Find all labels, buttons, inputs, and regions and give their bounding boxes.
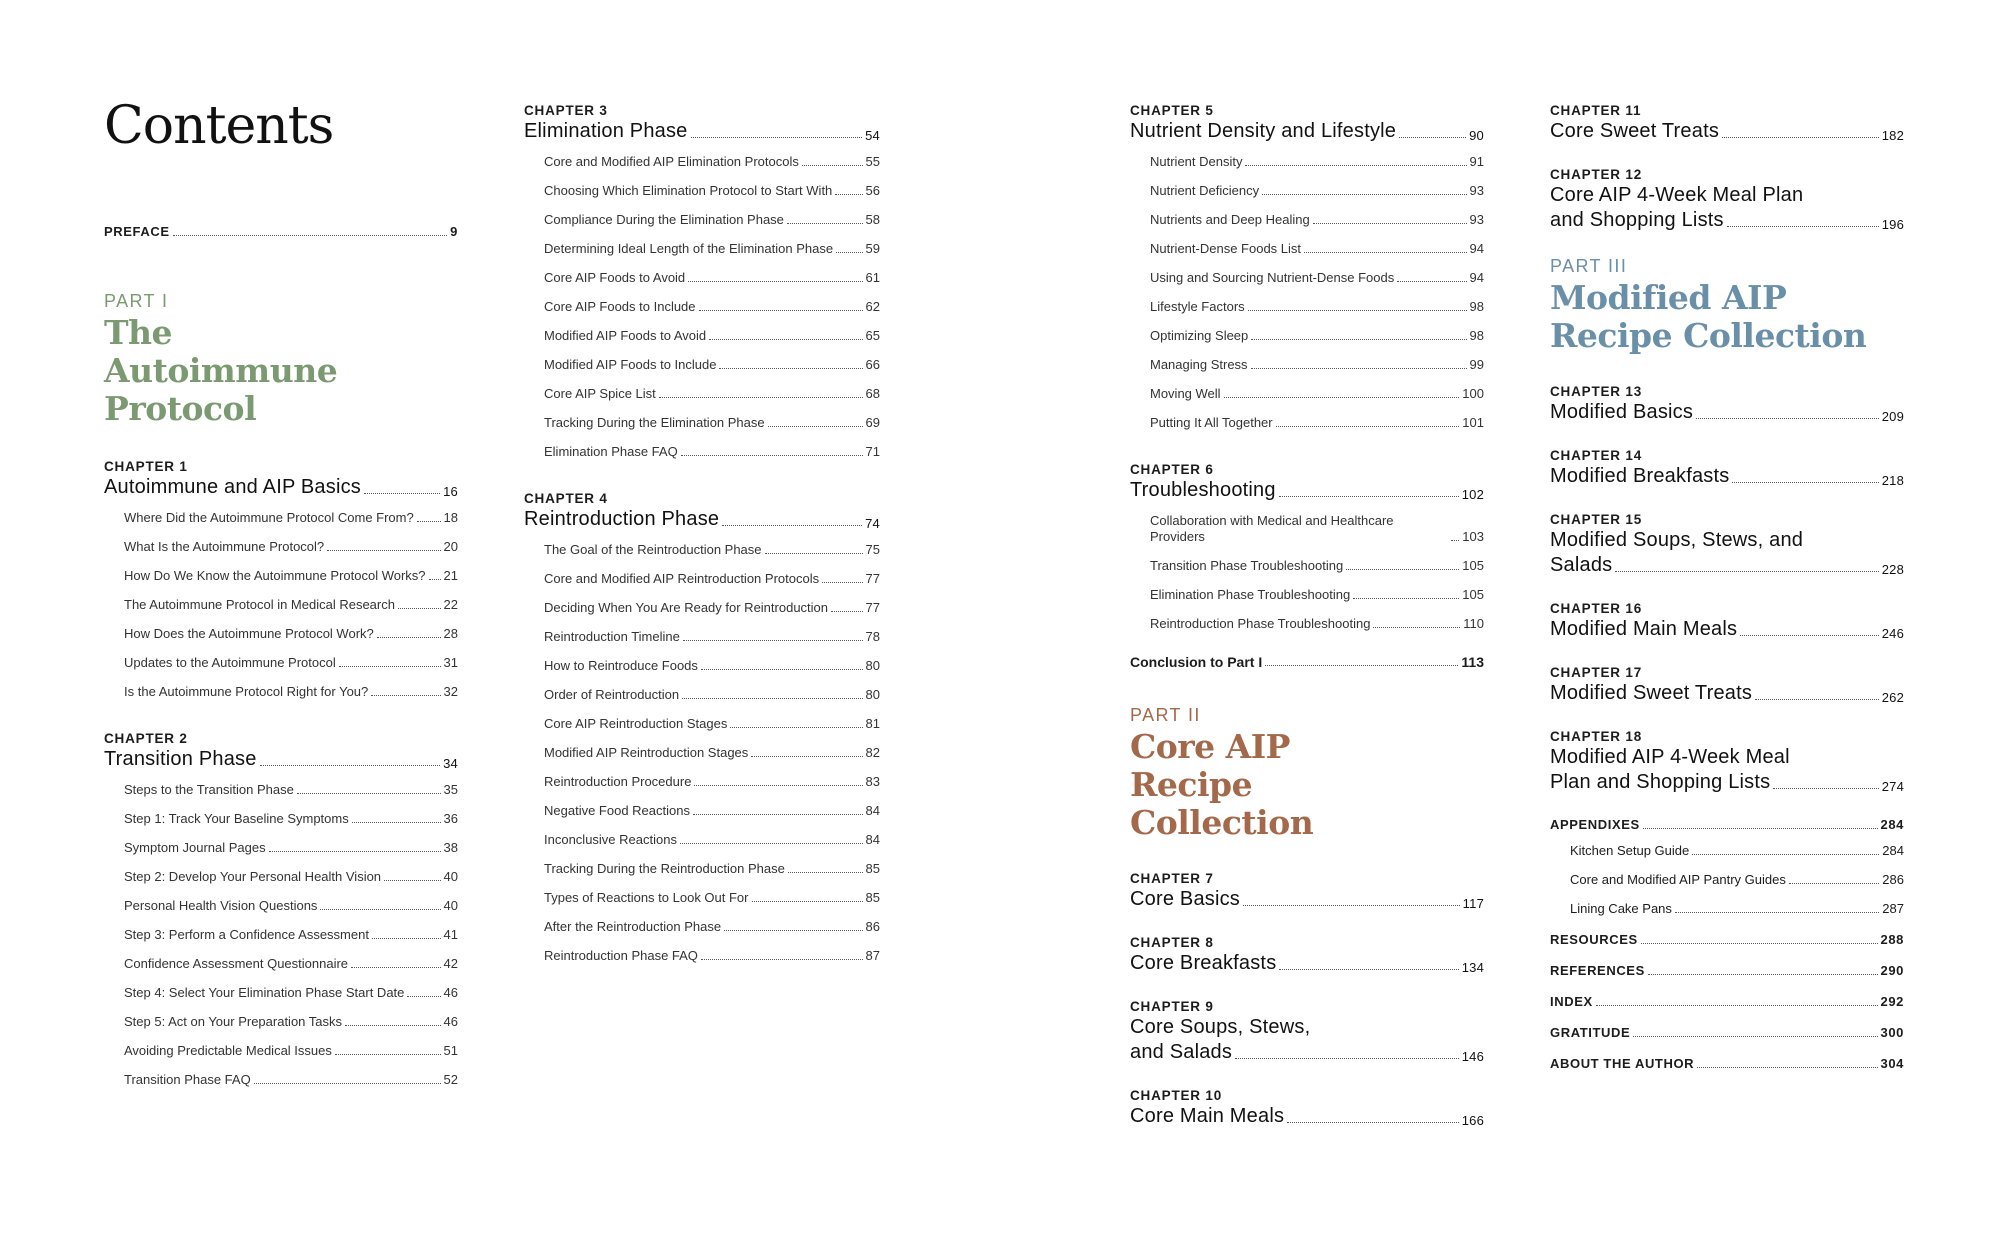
toc-item[interactable]: Confidence Assessment Questionnaire 42 — [124, 956, 458, 971]
toc-item[interactable]: Core AIP Reintroduction Stages 81 — [544, 716, 880, 731]
toc-item[interactable]: Nutrient Deficiency 93 — [1150, 183, 1484, 198]
toc-item[interactable]: Optimizing Sleep 98 — [1150, 328, 1484, 343]
leader-dots — [768, 426, 863, 427]
toc-item[interactable]: Step 2: Develop Your Personal Health Vision 40 — [124, 869, 458, 884]
back-matter — [1550, 932, 1904, 1072]
leader-dots — [1596, 1005, 1878, 1006]
chapter-title[interactable]: Transition Phase 34 — [104, 748, 458, 771]
toc-item[interactable]: Reintroduction Timeline 78 — [544, 629, 880, 644]
leader-dots — [1276, 426, 1460, 427]
chapter-title[interactable]: Modified Soups, Stews, and Salads 228 — [1550, 529, 1904, 577]
chapter-title[interactable]: Elimination Phase 54 — [524, 120, 880, 143]
leader-dots — [1692, 854, 1879, 855]
leader-dots — [802, 165, 863, 166]
toc-item[interactable]: Core and Modified AIP Reintroduction Protocols 77 — [544, 571, 880, 586]
toc-item[interactable]: Managing Stress 99 — [1150, 357, 1484, 372]
leader-dots — [787, 223, 863, 224]
chapter-title[interactable]: Core Breakfasts 134 — [1130, 952, 1484, 975]
leader-dots — [659, 397, 863, 398]
toc-item[interactable]: Step 1: Track Your Baseline Symptoms 36 — [124, 811, 458, 826]
leader-dots — [417, 521, 441, 522]
leader-dots — [173, 235, 448, 236]
toc-item[interactable]: Reintroduction Phase FAQ 87 — [544, 948, 880, 963]
toc-item[interactable]: Deciding When You Are Ready for Reintroduction 77 — [544, 600, 880, 615]
leader-dots — [836, 252, 862, 253]
chapter-5-items — [1130, 154, 1484, 431]
leader-dots — [407, 996, 440, 997]
chapter-title[interactable]: Reintroduction Phase 74 — [524, 508, 880, 531]
chapter-11: CHAPTER 11 Core Sweet Treats 182 — [1550, 103, 1904, 143]
chapter-12: CHAPTER 12 Core AIP 4-Week Meal Plan and Shopping Lists 196 — [1550, 167, 1904, 232]
leader-dots — [384, 880, 440, 881]
chapter-5: CHAPTER 5 Nutrient Density and Lifestyle 90 Nutrient Density 91 Nutrient Deficiency 93 Nutrients and Deep Healing 93 Nutrient-Dense Foods List 94 Using and Sourcing Nutrient-Dense Foods 94 Lifestyle Factors 98 Optimizing Sleep 98 Managing Stress 99 Moving Well 100 Putting It All Together 101 — [1130, 103, 1484, 430]
toc-item[interactable]: Elimination Phase FAQ 71 — [544, 444, 880, 459]
chapter-title[interactable]: Modified Basics 209 — [1550, 401, 1904, 424]
leader-dots — [372, 938, 441, 939]
leader-dots — [1251, 339, 1466, 340]
toc-item[interactable]: Types of Reactions to Look Out For 85 — [544, 890, 880, 905]
chapter-13: CHAPTER 13 Modified Basics 209 — [1550, 384, 1904, 424]
toc-item[interactable]: Collaboration with Medical and Healthcare Providers 103 — [1150, 513, 1484, 544]
appendix-item[interactable]: Core and Modified AIP Pantry Guides 286 — [1570, 872, 1904, 887]
leader-dots — [269, 851, 441, 852]
leader-dots — [724, 930, 862, 931]
toc-item[interactable]: Avoiding Predictable Medical Issues 51 — [124, 1043, 458, 1058]
leader-dots — [1251, 368, 1467, 369]
toc-item[interactable]: Nutrient-Dense Foods List 94 — [1150, 241, 1484, 256]
toc-item[interactable]: Negative Food Reactions 84 — [544, 803, 880, 818]
appendix-items — [1550, 843, 1904, 917]
chapter-4-items — [524, 542, 880, 964]
chapter-title[interactable]: Nutrient Density and Lifestyle 90 — [1130, 120, 1484, 143]
toc-item[interactable]: Inconclusive Reactions 84 — [544, 832, 880, 847]
chapter-6-items — [1130, 513, 1484, 632]
leader-dots — [371, 695, 440, 696]
toc-item[interactable]: Personal Health Vision Questions 40 — [124, 898, 458, 913]
chapter-title[interactable]: Modified Sweet Treats 262 — [1550, 682, 1904, 705]
toc-item[interactable]: Nutrient Density 91 — [1150, 154, 1484, 169]
toc-item[interactable]: Determining Ideal Length of the Elimination Phase 59 — [544, 241, 880, 256]
part-2-heading — [1130, 704, 1484, 842]
toc-entry-appendixes[interactable]: APPENDIXES 284 Kitchen Setup Guide 284 Core and Modified AIP Pantry Guides 286 Lining Cake Pans 287 — [1550, 817, 1904, 916]
leader-dots — [831, 611, 863, 612]
leader-dots — [701, 669, 863, 670]
leader-dots — [682, 698, 862, 699]
leader-dots — [835, 194, 862, 195]
leader-dots — [1648, 974, 1878, 975]
part-label: PART I — [104, 291, 169, 311]
toc-item[interactable]: Tracking During the Elimination Phase 69 — [544, 415, 880, 430]
chapter-title[interactable]: Autoimmune and AIP Basics 16 — [104, 476, 458, 499]
chapter-2: CHAPTER 2 Transition Phase 34 Steps to the Transition Phase 35 Step 1: Track Your Baseline Symptoms 36 Symptom Journal Pages 38 Step 2: Develop Your Personal Health Vision 40 Personal Health Vision Questions 40 Step 3: Perform a Confidence Assessment 41 Confidence Assessment Questionnaire 42 Step 4: Select Your Elimination Phase Start Date 46 Step 5: Act on Your Preparation Tasks 46 Avoiding Predictable Medical Issues 51 Transition Phase FAQ 52 — [104, 731, 458, 1087]
chapter-title[interactable]: Core Soups, Stews, and Salads 146 — [1130, 1016, 1484, 1064]
chapter-10: CHAPTER 10 Core Main Meals 166 — [1130, 1088, 1484, 1128]
back-matter-entry[interactable]: ABOUT THE AUTHOR 304 — [1550, 1056, 1904, 1071]
leader-dots — [1789, 883, 1879, 884]
page-title: Contents — [104, 96, 334, 156]
part-1-heading — [104, 290, 458, 428]
chapter-title[interactable]: Core Basics 117 — [1130, 888, 1484, 911]
chapter-18: CHAPTER 18 Modified AIP 4-Week Meal Plan and Shopping Lists 274 — [1550, 729, 1904, 794]
chapter-title[interactable]: Core Main Meals 166 — [1130, 1105, 1484, 1128]
chapter-14: CHAPTER 14 Modified Breakfasts 218 — [1550, 448, 1904, 488]
toc-item[interactable]: Tracking During the Reintroduction Phase 85 — [544, 861, 880, 876]
chapter-3: CHAPTER 3 Elimination Phase 54 Core and Modified AIP Elimination Protocols 55 Choosing Which Elimination Protocol to Start With 56 Compliance During the Elimination Phase 58 Determining Ideal Length of the Elimination Phase 59 Core AIP Foods to Avoid 61 Core AIP Foods to Include 62 Modified AIP Foods to Avoid 65 Modified AIP Foods to Include 66 Core AIP Spice List 68 Tracking During the Elimination Phase 69 Elimination Phase FAQ 71 — [524, 103, 880, 459]
leader-dots — [688, 281, 862, 282]
toc-item[interactable]: Core AIP Spice List 68 — [544, 386, 880, 401]
toc-item[interactable]: How to Reintroduce Foods 80 — [544, 658, 880, 673]
leader-dots — [751, 756, 862, 757]
chapter-8: CHAPTER 8 Core Breakfasts 134 — [1130, 935, 1484, 975]
toc-item[interactable]: Compliance During the Elimination Phase 58 — [544, 212, 880, 227]
leader-dots — [765, 553, 863, 554]
toc-item[interactable]: Moving Well 100 — [1150, 386, 1484, 401]
toc-item[interactable]: Transition Phase Troubleshooting 105 — [1150, 558, 1484, 573]
toc-item[interactable]: Modified AIP Reintroduction Stages 82 — [544, 745, 880, 760]
toc-item[interactable]: What Is the Autoimmune Protocol? 20 — [124, 539, 458, 554]
toc-item[interactable]: Order of Reintroduction 80 — [544, 687, 880, 702]
leader-dots — [681, 455, 863, 456]
toc-item[interactable]: Putting It All Together 101 — [1150, 415, 1484, 430]
leader-dots — [1248, 310, 1467, 311]
toc-item[interactable]: Is the Autoimmune Protocol Right for You? 32 — [124, 684, 458, 699]
toc-item[interactable]: Symptom Journal Pages 38 — [124, 840, 458, 855]
chapter-17: CHAPTER 17 Modified Sweet Treats 262 — [1550, 665, 1904, 705]
leader-dots — [701, 959, 863, 960]
leader-dots — [254, 1083, 441, 1084]
appendix-item[interactable]: Kitchen Setup Guide 284 — [1570, 843, 1904, 858]
leader-dots — [1313, 223, 1467, 224]
toc-item[interactable]: How Do We Know the Autoimmune Protocol Works? 21 — [124, 568, 458, 583]
leader-dots — [1346, 569, 1459, 570]
back-matter-entry[interactable]: REFERENCES 290 — [1550, 963, 1904, 978]
back-matter-entry[interactable]: INDEX 292 — [1550, 994, 1904, 1009]
toc-item[interactable]: Choosing Which Elimination Protocol to Start With 56 — [544, 183, 880, 198]
leader-dots — [339, 666, 441, 667]
toc-item[interactable]: Modified AIP Foods to Include 66 — [544, 357, 880, 372]
chapter-7: CHAPTER 7 Core Basics 117 — [1130, 871, 1484, 911]
toc-item[interactable]: Reintroduction Procedure 83 — [544, 774, 880, 789]
leader-dots — [1633, 1036, 1877, 1037]
appendix-item[interactable]: Lining Cake Pans 287 — [1570, 901, 1904, 916]
toc-item[interactable]: Modified AIP Foods to Avoid 65 — [544, 328, 880, 343]
toc-column-3 — [1130, 102, 1484, 1151]
part-label: PART III — [1550, 256, 1628, 276]
leader-dots — [788, 872, 863, 873]
chapter-title[interactable]: Core Sweet Treats 182 — [1550, 120, 1904, 143]
toc-column-2 — [524, 102, 880, 994]
leader-dots — [822, 582, 862, 583]
part-title: Core AIP Recipe Collection — [1130, 727, 1314, 842]
part-3-heading — [1550, 255, 1904, 355]
toc-item[interactable]: Step 3: Perform a Confidence Assessment 41 — [124, 927, 458, 942]
toc-item[interactable]: Core and Modified AIP Elimination Protocols 55 — [544, 154, 880, 169]
toc-item[interactable]: How Does the Autoimmune Protocol Work? 28 — [124, 626, 458, 641]
toc-item[interactable]: Using and Sourcing Nutrient-Dense Foods 94 — [1150, 270, 1484, 285]
leader-dots — [683, 640, 863, 641]
part-title: The Autoimmune Protocol — [104, 313, 338, 428]
leader-dots — [693, 814, 863, 815]
leader-dots — [377, 637, 441, 638]
toc-item[interactable]: Core AIP Foods to Include 62 — [544, 299, 880, 314]
leader-dots — [320, 909, 440, 910]
part-label: PART II — [1130, 705, 1201, 725]
chapter-title[interactable]: Core AIP 4-Week Meal Plan and Shopping Lists 196 — [1550, 184, 1904, 232]
toc-column-4 — [1550, 102, 1904, 1087]
toc-item[interactable]: Transition Phase FAQ 52 — [124, 1072, 458, 1087]
leader-dots — [429, 579, 441, 580]
leader-dots — [1353, 598, 1459, 599]
leader-dots — [1675, 912, 1879, 913]
toc-item[interactable]: The Goal of the Reintroduction Phase 75 — [544, 542, 880, 557]
toc-item[interactable]: Nutrients and Deep Healing 93 — [1150, 212, 1484, 227]
leader-dots — [1373, 627, 1460, 628]
chapter-15: CHAPTER 15 Modified Soups, Stews, and Salads 228 — [1550, 512, 1904, 577]
leader-dots — [352, 822, 441, 823]
leader-dots — [752, 901, 863, 902]
leader-dots — [680, 843, 863, 844]
leader-dots — [351, 967, 441, 968]
chapter-9: CHAPTER 9 Core Soups, Stews, and Salads 146 — [1130, 999, 1484, 1064]
leader-dots — [335, 1054, 441, 1055]
chapter-title[interactable]: Modified AIP 4-Week Meal Plan and Shopping Lists 274 — [1550, 746, 1904, 794]
toc-item[interactable]: The Autoimmune Protocol in Medical Research 22 — [124, 597, 458, 612]
chapter-3-items — [524, 154, 880, 460]
chapter-1: CHAPTER 1 Autoimmune and AIP Basics 16 Where Did the Autoimmune Protocol Come From? 18 What Is the Autoimmune Protocol? 20 How Do We Know the Autoimmune Protocol Works? 21 The Autoimmune Protocol in Medical Research 22 How Does the Autoimmune Protocol Work? 28 Updates to the Autoimmune Protocol 31 Is the Autoimmune Protocol Right for You? 32 — [104, 459, 458, 699]
toc-column-1 — [104, 96, 458, 1118]
leader-dots — [297, 793, 441, 794]
toc-item[interactable]: Elimination Phase Troubleshooting 105 — [1150, 587, 1484, 602]
leader-dots — [1304, 252, 1467, 253]
leader-dots — [345, 1025, 441, 1026]
toc-item[interactable]: Updates to the Autoimmune Protocol 31 — [124, 655, 458, 670]
toc-item[interactable]: Steps to the Transition Phase 35 — [124, 782, 458, 797]
toc-entry-preface[interactable]: PREFACE 9 — [104, 224, 458, 239]
back-matter-entry[interactable]: RESOURCES 288 — [1550, 932, 1904, 947]
toc-item[interactable]: Step 5: Act on Your Preparation Tasks 46 — [124, 1014, 458, 1029]
leader-dots — [1262, 194, 1466, 195]
leader-dots — [730, 727, 862, 728]
chapter-4: CHAPTER 4 Reintroduction Phase 74 The Goal of the Reintroduction Phase 75 Core and Modified AIP Reintroduction Protocols 77 Deciding When You Are Ready for Reintroduction 77 Reintroduction Timeline 78 How to Reintroduce Foods 80 Order of Reintroduction 80 Core AIP Reintroduction Stages 81 Modified AIP Reintroduction Stages 82 Reintroduction Procedure 83 Negative Food Reactions 84 Inconclusive Reactions 84 Tracking During the Reintroduction Phase 85 Types of Reactions to Look Out For 85 After the Reintroduction Phase 86 Reintroduction Phase FAQ 87 — [524, 491, 880, 963]
back-matter-entry[interactable]: GRATITUDE 300 — [1550, 1025, 1904, 1040]
toc-item[interactable]: Step 4: Select Your Elimination Phase Start Date 46 — [124, 985, 458, 1000]
leader-dots — [398, 608, 441, 609]
leader-dots — [1697, 1067, 1877, 1068]
chapter-6: CHAPTER 6 Troubleshooting 102 Collaboration with Medical and Healthcare Providers 103 Transition Phase Troubleshooting 105 Elimination Phase Troubleshooting 105 Reintroduction Phase Troubleshooting 110 — [1130, 462, 1484, 631]
leader-dots — [1451, 540, 1459, 541]
toc-item[interactable]: After the Reintroduction Phase 86 — [544, 919, 880, 934]
leader-dots — [327, 550, 440, 551]
chapter-1-items — [104, 510, 458, 700]
chapter-title[interactable]: Modified Main Meals 246 — [1550, 618, 1904, 641]
toc-item[interactable]: Lifestyle Factors 98 — [1150, 299, 1484, 314]
leader-dots — [1245, 165, 1466, 166]
leader-dots — [1397, 281, 1466, 282]
leader-dots — [694, 785, 862, 786]
chapter-title[interactable]: Modified Breakfasts 218 — [1550, 465, 1904, 488]
leader-dots — [709, 339, 862, 340]
toc-item[interactable]: Reintroduction Phase Troubleshooting 110 — [1150, 616, 1484, 631]
toc-item[interactable]: Where Did the Autoimmune Protocol Come From? 18 — [124, 510, 458, 525]
leader-dots — [1641, 943, 1878, 944]
part-title: Modified AIP Recipe Collection — [1550, 278, 1867, 355]
toc-item[interactable]: Core AIP Foods to Avoid 61 — [544, 270, 880, 285]
chapter-2-items — [104, 782, 458, 1088]
chapter-title[interactable]: Troubleshooting 102 — [1130, 479, 1484, 502]
chapter-16: CHAPTER 16 Modified Main Meals 246 — [1550, 601, 1904, 641]
leader-dots — [699, 310, 863, 311]
leader-dots — [1224, 397, 1460, 398]
toc-entry-conclusion[interactable]: Conclusion to Part I 113 — [1130, 654, 1484, 670]
leader-dots — [719, 368, 862, 369]
